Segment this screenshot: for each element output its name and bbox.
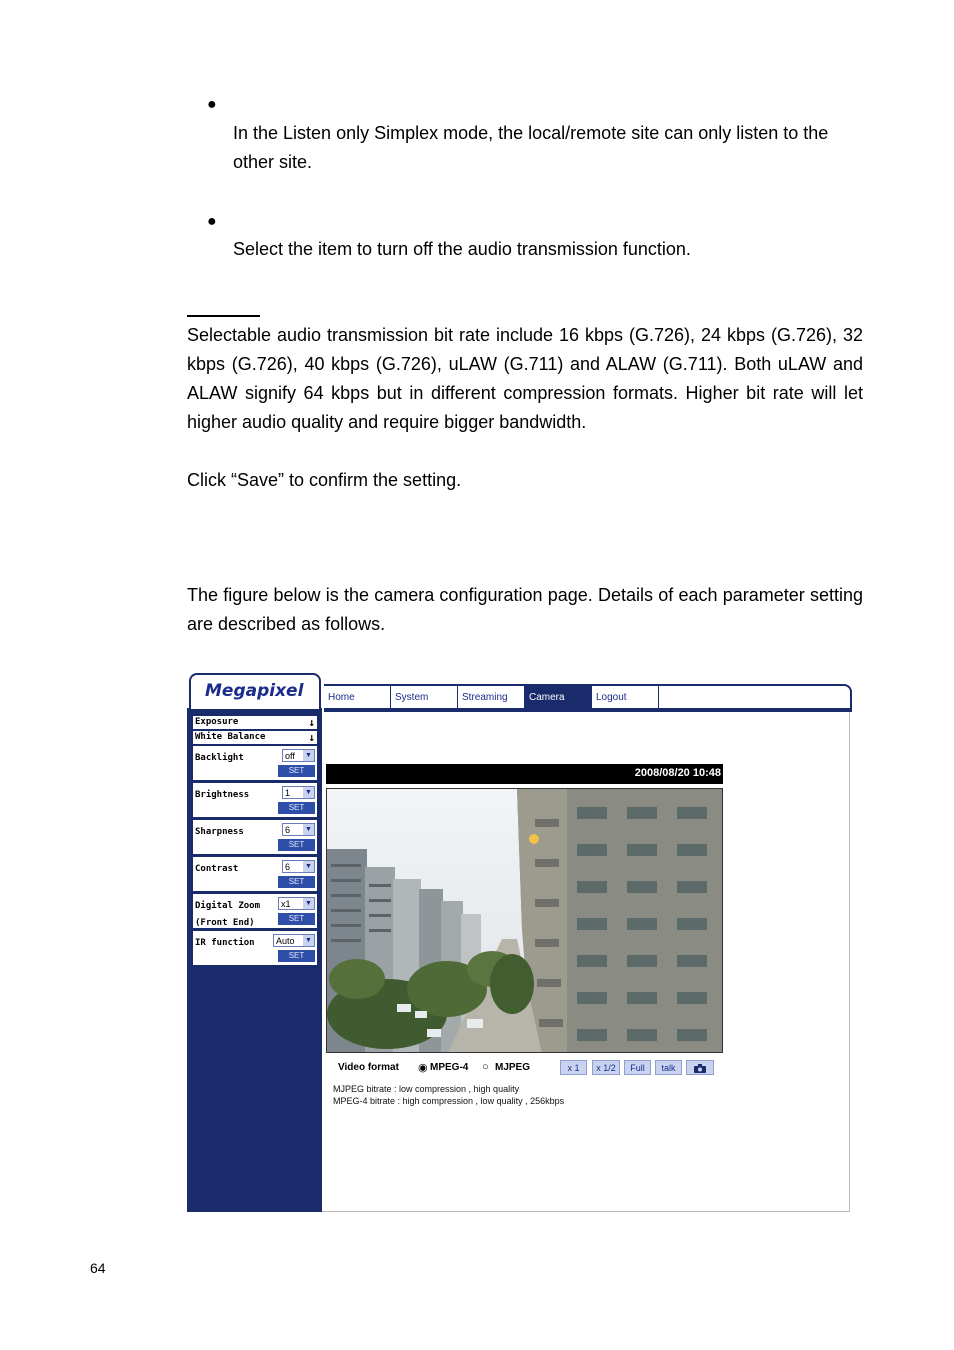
bullet-text-listen-only: In the Listen only Simplex mode, the local/remote site can only listen to the other site.: [233, 123, 829, 172]
camera-icon: [694, 1064, 706, 1073]
logo-tab: [189, 673, 321, 709]
nav-camera[interactable]: Camera: [525, 686, 592, 710]
zoom-x1-button[interactable]: x 1: [560, 1060, 587, 1075]
digital-zoom-control: [193, 894, 317, 928]
backlight-label: Backlight: [195, 753, 244, 763]
snapshot-button[interactable]: [686, 1060, 714, 1075]
nav-system[interactable]: System: [391, 686, 458, 710]
contrast-set-button[interactable]: SET: [278, 876, 315, 888]
chevron-down-icon: ▼: [303, 824, 314, 835]
digital-zoom-select[interactable]: [278, 897, 315, 910]
backlight-set-button[interactable]: SET: [278, 765, 315, 777]
chevron-down-icon: ▼: [303, 861, 314, 872]
mpeg4-radio[interactable]: ◉: [418, 1062, 428, 1074]
chevron-down-icon: ▼: [303, 935, 314, 946]
white-balance-label: White Balance: [195, 732, 266, 742]
sharpness-control: [193, 820, 317, 854]
backlight-control: [193, 746, 317, 780]
sharpness-label: Sharpness: [195, 827, 244, 837]
backlight-value: off: [285, 751, 295, 761]
zoom-half-button[interactable]: x 1/2: [592, 1060, 620, 1075]
nav-streaming[interactable]: Streaming: [458, 686, 525, 710]
digital-zoom-label: [195, 898, 260, 932]
video-header: [326, 764, 723, 784]
brightness-label: Brightness: [195, 790, 250, 800]
contrast-control: [193, 857, 317, 891]
brightness-select[interactable]: [282, 786, 315, 799]
mjpeg-label: MJPEG: [495, 1062, 531, 1073]
sharpness-value: 6: [285, 825, 291, 835]
sharpness-set-button[interactable]: SET: [278, 839, 315, 851]
brightness-control: [193, 783, 317, 817]
timestamp: 2008/08/20 10:48: [634, 767, 721, 779]
digital-zoom-value: x1: [281, 899, 291, 909]
ir-function-select[interactable]: [273, 934, 315, 947]
bullet-dot: ●: [207, 213, 217, 230]
chevron-down-icon: ▼: [303, 898, 314, 909]
nav-home[interactable]: Home: [324, 686, 391, 710]
bullet-dot: ●: [207, 96, 217, 113]
top-nav: [324, 684, 852, 710]
mpeg4-bitrate-info: MPEG-4 bitrate : high compression , low quality , 256kbps: [333, 1096, 565, 1106]
full-screen-button[interactable]: Full: [624, 1060, 651, 1075]
logo: Megapixel: [205, 681, 304, 701]
contrast-label: Contrast: [195, 864, 239, 874]
mpeg4-label: MPEG-4: [430, 1062, 469, 1073]
sharpness-select[interactable]: [282, 823, 315, 836]
chevron-down-icon: ▼: [303, 787, 314, 798]
mjpeg-radio[interactable]: ○: [482, 1061, 489, 1073]
down-arrow-icon: ↓: [308, 716, 315, 729]
nav-logout[interactable]: Logout: [592, 686, 659, 710]
brightness-set-button[interactable]: SET: [278, 802, 315, 814]
brightness-value: 1: [285, 788, 291, 798]
white-balance-menu[interactable]: [193, 731, 317, 744]
ir-function-control: [193, 931, 317, 965]
page-number: 64: [90, 1260, 106, 1276]
live-video: [326, 788, 723, 1053]
save-paragraph: Click “Save” to confirm the setting.: [187, 470, 462, 490]
camera-config-screenshot: [187, 672, 852, 1212]
mjpeg-bitrate-info: MJPEG bitrate : low compression , high quality: [333, 1084, 520, 1094]
talk-button[interactable]: talk: [655, 1060, 682, 1075]
exposure-menu[interactable]: [193, 716, 317, 729]
down-arrow-icon: ↓: [308, 731, 315, 744]
ir-function-value: Auto: [276, 936, 295, 946]
heading-underline: [187, 315, 260, 317]
video-format-label: Video format: [338, 1062, 399, 1073]
sidebar: [187, 708, 322, 1212]
contrast-select[interactable]: [282, 860, 315, 873]
camera-intro-paragraph: The figure below is the camera configuration page. Details of each parameter setting are described as follows.: [187, 585, 863, 634]
city-street-image: [327, 789, 723, 1053]
digital-zoom-set-button[interactable]: SET: [278, 913, 315, 925]
chevron-down-icon: ▼: [303, 750, 314, 761]
sidebar-panel: [193, 716, 317, 968]
ir-function-set-button[interactable]: SET: [278, 950, 315, 962]
exposure-label: Exposure: [195, 717, 239, 727]
digital-zoom-label-line2: (Front End): [195, 918, 255, 928]
bullet-text-off: Select the item to turn off the audio transmission function.: [233, 239, 691, 259]
ir-function-label: IR function: [195, 938, 255, 948]
digital-zoom-label-line1: Digital Zoom: [195, 901, 261, 911]
backlight-select[interactable]: [282, 749, 315, 762]
contrast-value: 6: [285, 862, 291, 872]
bitrate-paragraph: Selectable audio transmission bit rate include 16 kbps (G.726), 24 kbps (G.726), 32 kbps (G.726), 40 kbps (G.726), uLAW (G.711) and ALAW (G.711). Both uLAW and ALAW signify 64 kbps but in different compression formats. Higher bit rate will let higher audio quality and require bigger bandwidth.: [187, 325, 863, 432]
